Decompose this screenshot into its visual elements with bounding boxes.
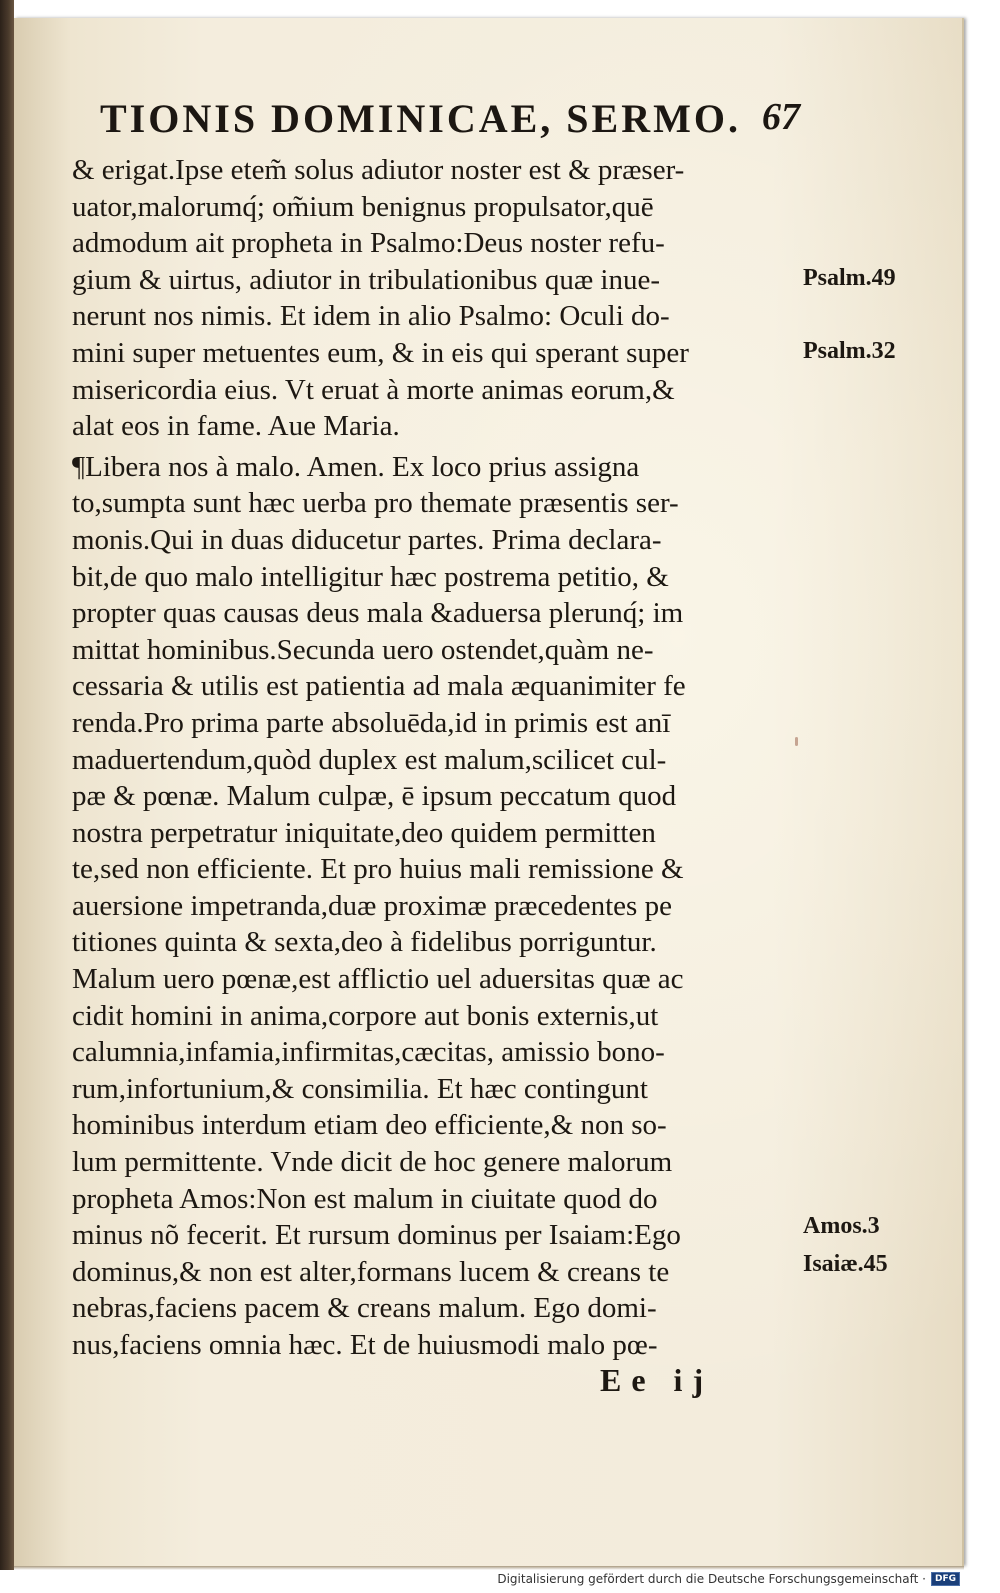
- text-line: mini super metuentes eum, & in eis qui sperant super: [72, 336, 689, 369]
- text-line: uator,malorumq́; om̃ium benignus propulsator,quē: [72, 190, 654, 223]
- text-line: hominibus interdum etiam deo efficiente,& non so-: [72, 1109, 667, 1142]
- text-line: to,sumpta sunt hæc uerba pro themate præsentis ser-: [72, 487, 679, 520]
- footer-text: Digitalisierung gefördert durch die Deutsche Forschungsgemeinschaft ·: [497, 1572, 926, 1586]
- running-header: [100, 95, 800, 145]
- text-line: misericordia eius. Vt eruat à morte animas eorum,&: [72, 373, 675, 406]
- text-line: alat eos in fame. Aue Maria.: [72, 410, 400, 443]
- running-title: TIONIS DOMINICAE, SERMO.: [100, 96, 741, 141]
- text-line: admodum ait propheta in Psalmo:Deus noster refu-: [72, 227, 665, 260]
- text-line: nostra perpetratur iniquitate,deo quidem permitten: [72, 816, 656, 849]
- text-line: propheta Amos:Non est malum in ciuitate quod do: [72, 1182, 658, 1215]
- text-line: nus,faciens omnia hæc. Et de huiusmodi malo pœ-: [72, 1329, 658, 1361]
- text-line: bit,de quo malo intelligitur hæc postrema petitio, &: [72, 560, 669, 593]
- text-line: pæ & pœnæ. Malum culpæ, ē ipsum peccatum quod: [72, 780, 677, 813]
- margin-note-isaiae-45: Isaiæ.45: [803, 1251, 888, 1277]
- text-line: cidit homini in anima,corpore aut bonis externis,ut: [72, 999, 659, 1032]
- signature-mark: Ee ij: [600, 1362, 714, 1398]
- margin-note-psalm-32: Psalm.32: [803, 338, 896, 364]
- text-line: Malum uero pœnæ,est afflictio uel aduersitas quæ ac: [72, 963, 684, 996]
- text-line: nebras,faciens pacem & creans malum. Ego domi-: [72, 1292, 657, 1325]
- text-line: renda.Pro prima parte absoluēda,id in primis est anī: [72, 706, 671, 739]
- text-line: maduertendum,quòd duplex est malum,scilicet cul-: [72, 743, 667, 776]
- text-line: dominus,& non est alter,formans lucem & creans te: [72, 1255, 670, 1288]
- text-line: lum permittente. Vnde dicit de hoc genere malorum: [72, 1146, 673, 1179]
- text-line: gium & uirtus, adiutor in tribulationibus quæ inue-: [72, 263, 661, 296]
- text-line: rum,infortunium,& consimilia. Et hæc contingunt: [72, 1072, 648, 1105]
- text-line: nerunt nos nimis. Et idem in alio Psalmo: Oculi do-: [72, 300, 670, 333]
- sermon-text: [72, 152, 792, 1364]
- text-line: mittat hominibus.Secunda uero ostendet,quàm ne-: [72, 633, 654, 666]
- text-line: & erigat.Ipse etem̃ solus adiutor noster est & præser-: [72, 154, 685, 186]
- scan-background-edge: [0, 0, 14, 1570]
- paper-speck: [795, 737, 798, 746]
- text-line: calumnia,infamia,infirmitas,cæcitas, amissio bono-: [72, 1036, 665, 1069]
- text-line: cessaria & utilis est patientia ad mala æquanimiter fe: [72, 670, 686, 703]
- text-line: minus nõ fecerit. Et rursum dominus per Isaiam:Ego: [72, 1219, 681, 1252]
- text-line: ¶Libera nos à malo. Amen. Ex loco prius assigna: [72, 450, 640, 483]
- text-line: monis.Qui in duas diducetur partes. Prima declara-: [72, 523, 662, 556]
- text-line: auersione impetranda,duæ proximæ præcedentes pe: [72, 889, 672, 922]
- footer-credit: [497, 1569, 960, 1589]
- page-number: 67: [762, 96, 800, 138]
- margin-note-psalm-49: Psalm.49: [803, 265, 896, 291]
- dfg-logo-icon: DFG: [931, 1572, 960, 1586]
- text-line: propter quas causas deus mala &aduersa plerunq́; im: [72, 597, 684, 630]
- margin-note-amos-3: Amos.3: [803, 1213, 880, 1239]
- text-line: titiones quinta & sexta,deo à fidelibus porriguntur.: [72, 926, 657, 959]
- text-line: te,sed non efficiente. Et pro huius mali remissione &: [72, 853, 684, 886]
